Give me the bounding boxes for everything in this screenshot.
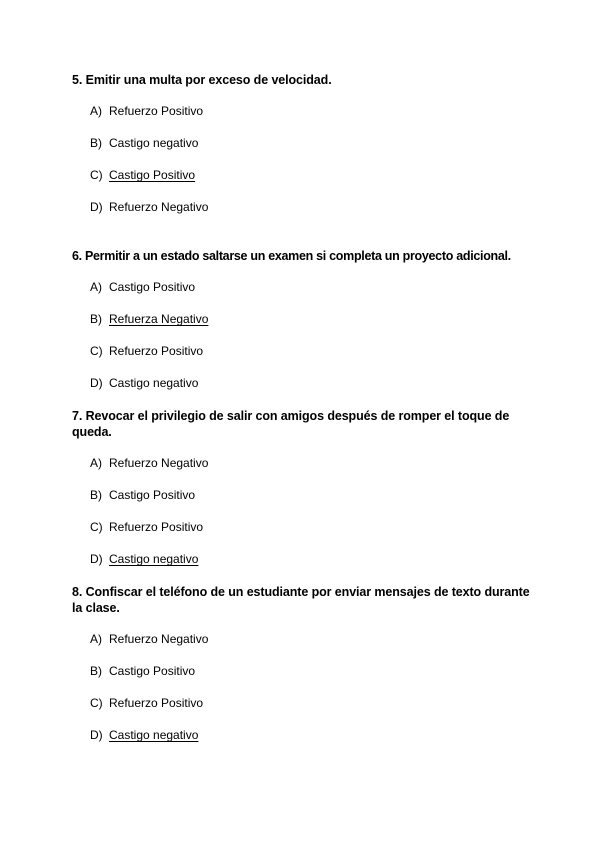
- option-letter: D): [90, 200, 103, 214]
- option-text: Castigo Positivo: [109, 280, 196, 294]
- option-letter: B): [90, 136, 102, 150]
- option-c[interactable]: [72, 696, 532, 728]
- option-text: Refuerzo Positivo: [109, 344, 204, 358]
- option-text: Castigo negativo: [109, 728, 199, 742]
- option-a[interactable]: [72, 104, 532, 136]
- options-list: [72, 104, 532, 232]
- question-6: [72, 248, 532, 408]
- option-letter: A): [90, 280, 102, 294]
- option-letter: D): [90, 376, 103, 390]
- question-7: [72, 408, 532, 584]
- option-text: Castigo negativo: [109, 136, 199, 150]
- options-list: [72, 456, 532, 584]
- option-letter: C): [90, 168, 103, 182]
- option-text: Refuerzo Positivo: [109, 104, 204, 118]
- option-c[interactable]: [72, 520, 532, 552]
- option-letter: D): [90, 728, 103, 742]
- option-letter: C): [90, 696, 103, 710]
- option-text: Refuerzo Negativo: [109, 456, 209, 470]
- option-letter: B): [90, 488, 102, 502]
- option-a[interactable]: [72, 456, 532, 488]
- options-list: [72, 632, 532, 760]
- option-text: Castigo Positivo: [109, 664, 196, 678]
- option-text: Refuerzo Negativo: [109, 200, 209, 214]
- question-title: 5. Emitir una multa por exceso de velocidad.: [72, 73, 332, 87]
- option-text: Castigo negativo: [109, 552, 199, 566]
- question-title: 6. Permitir a un estado saltarse un examen si completa un proyecto adicional.: [72, 249, 511, 263]
- option-text: Refuerzo Positivo: [109, 696, 204, 710]
- option-d[interactable]: [72, 728, 532, 760]
- question-8: [72, 584, 532, 760]
- option-letter: B): [90, 312, 102, 326]
- option-b[interactable]: [72, 664, 532, 696]
- question-title: 7. Revocar el privilegio de salir con amigos después de romper el toque de queda.: [72, 409, 510, 439]
- option-text: Refuerzo Positivo: [109, 520, 204, 534]
- option-text: Castigo Positivo: [109, 168, 196, 182]
- option-d[interactable]: [72, 376, 532, 408]
- option-c[interactable]: [72, 168, 532, 200]
- option-letter: C): [90, 520, 103, 534]
- option-text: Refuerza Negativo: [109, 312, 209, 326]
- option-text: Castigo negativo: [109, 376, 199, 390]
- option-text: Castigo Positivo: [109, 488, 196, 502]
- option-letter: D): [90, 552, 103, 566]
- option-b[interactable]: [72, 488, 532, 520]
- option-letter: A): [90, 456, 102, 470]
- option-a[interactable]: [72, 632, 532, 664]
- option-d[interactable]: [72, 552, 532, 584]
- option-a[interactable]: [72, 280, 532, 312]
- option-letter: A): [90, 632, 102, 646]
- option-b[interactable]: [72, 312, 532, 344]
- question-title: 8. Confiscar el teléfono de un estudiante por enviar mensajes de texto durante la clase.: [72, 585, 530, 615]
- question-5: [72, 72, 532, 232]
- option-letter: C): [90, 344, 103, 358]
- option-letter: A): [90, 104, 102, 118]
- option-b[interactable]: [72, 136, 532, 168]
- option-d[interactable]: [72, 200, 532, 232]
- option-text: Refuerzo Negativo: [109, 632, 209, 646]
- options-list: [72, 280, 532, 408]
- option-c[interactable]: [72, 344, 532, 376]
- option-letter: B): [90, 664, 102, 678]
